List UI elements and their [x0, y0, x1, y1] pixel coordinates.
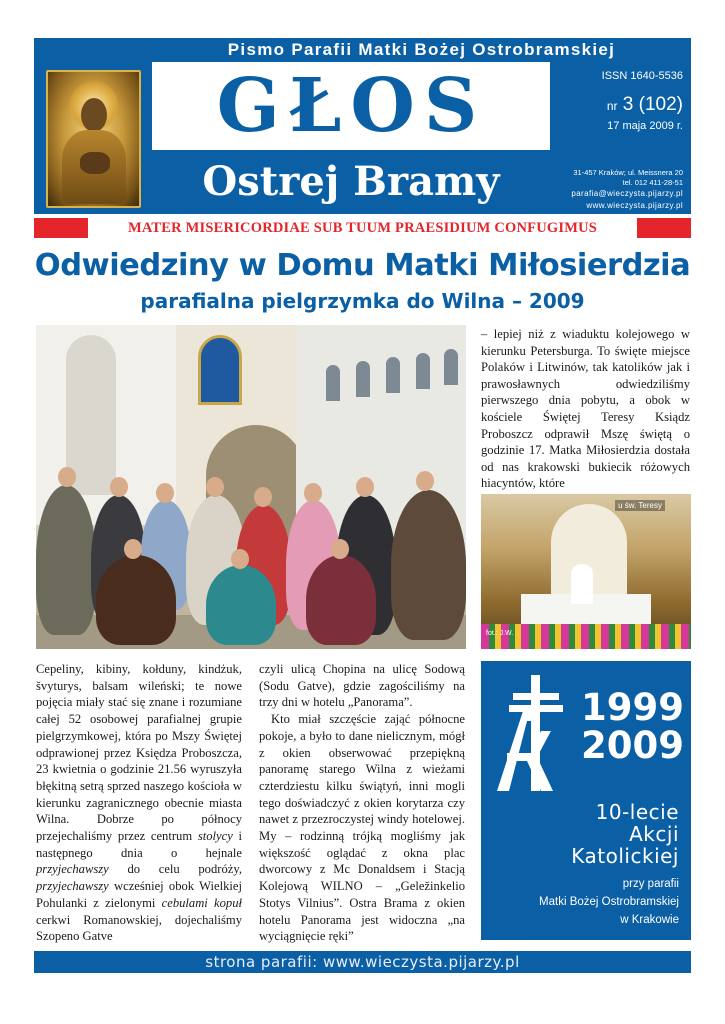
text-run-italic: przyjechawszy [36, 862, 109, 877]
photo-head [416, 471, 434, 491]
madonna-icon-frame [34, 38, 152, 214]
issue-date: 17 maja 2009 r. [607, 120, 683, 132]
group-photo [36, 325, 466, 649]
photo-pilgrim-group [36, 455, 466, 649]
title-block [152, 62, 550, 214]
text-run: do celu podróży, [108, 862, 242, 877]
photo-head [124, 539, 142, 559]
address-block [573, 168, 683, 188]
church-photo [481, 494, 691, 649]
photo-window [356, 361, 370, 397]
photo-head [331, 539, 349, 559]
phone: tel. 012 411-28-51 [622, 178, 683, 187]
photo-head [254, 487, 272, 507]
article-paragraph: – lepiej niż z wiaduktu kolejowego w kierunku Petersburga. To święte miejsce Polaków i Litwinów, tak katolików jak i prawosławnych odwiedziliśmy pierwszego dnia pobytu, a obok w kościele Świętej Teresy Ksiądz Proboszcz odprawił Mszę świętą o godzinie 17. Matka Miłosierdzia dostała od nas krakowski bukiecik różowych hiacyntów, które [481, 327, 690, 491]
photo-head [156, 483, 174, 503]
article-right-column [481, 326, 690, 492]
text-run: cerkwi Romanowskiej, dojechaliśmy Szopeno Gatve [36, 912, 242, 944]
photo-person [206, 565, 276, 645]
photo-head [304, 483, 322, 503]
ak-place-line: Matki Bożej Ostrobramskiej [539, 896, 679, 908]
ak-title-line: Katolickiej [571, 844, 679, 868]
photo-head [231, 549, 249, 569]
akcja-katolicka-logo-icon [497, 675, 575, 791]
photo-window [416, 353, 430, 389]
photo-head [356, 477, 374, 497]
photo-person [36, 485, 96, 635]
ak-place-line: w Krakowie [620, 914, 679, 926]
footer-website-link[interactable]: strona parafii: www.wieczysta.pijarzy.pl [34, 951, 691, 973]
article-subheadline: parafialna pielgrzymka do Wilna – 2009 [140, 289, 585, 313]
church-photo-credit: fot.: J.W. [486, 630, 514, 637]
email-link[interactable]: parafia@wieczysta.pijarzy.pl [571, 189, 683, 198]
ak-years [581, 686, 684, 767]
madonna-face [81, 98, 107, 132]
article-column-1 [36, 661, 242, 945]
photo-head [206, 477, 224, 497]
akcja-katolicka-ad [481, 661, 691, 940]
issue-number-value: 3 (102) [622, 94, 683, 115]
text-run-italic: przyjechawszy [36, 879, 109, 894]
address: 31-457 Kraków; ul. Meissnera 20 [573, 168, 683, 177]
madonna-hands [80, 152, 110, 174]
article-paragraph [36, 661, 242, 945]
ak-title [489, 801, 679, 867]
ak-place [489, 875, 679, 929]
article-column-2 [259, 661, 465, 945]
photo-person [306, 555, 376, 645]
photo-chapel-window [198, 335, 242, 405]
ak-year-start: 1999 [581, 686, 684, 729]
publication-banner: Pismo Parafii Matki Bożej Ostrobramskiej [152, 38, 691, 62]
website-link[interactable]: www.wieczysta.pijarzy.pl [586, 201, 683, 210]
issue-number [607, 94, 683, 116]
issn: ISSN 1640-5536 [601, 70, 683, 82]
text-run: Cepeliny, kibiny, kołduny, kindżuk, švyturys, balsam wileński; te nowe pojęcia miały stać się znane i rozumiane całej 52 osobowej parafialnej grupie pielgrzymkowej, która po Mszy Świętej odprawionej przez Księdza Proboszcza, 23 kwietnia o godzinie 21.56 wyruszyła błękitną setrą sprzed naszego kościoła w kierunku zagranicznego obecnie miasta Wilna. Dobrze po północy przejechaliśmy przez centrum [36, 662, 242, 844]
ak-title-line: Akcji [629, 822, 679, 846]
ak-year-end: 2009 [581, 724, 684, 767]
ak-place-line: przy parafii [622, 878, 679, 890]
article-headline: Odwiedziny w Domu Matki Miłosierdzia [34, 248, 691, 283]
photo-person [96, 555, 176, 645]
issue-prefix: nr [606, 99, 618, 113]
title-word-glos: GŁOS [216, 63, 487, 149]
madonna-icon [46, 70, 141, 208]
motto-bar [34, 218, 691, 238]
text-run-italic: stolycy [197, 829, 233, 844]
article-paragraph: Kto miał szczęście zająć północne pokoje, a było to dane nielicznym, mógł z okien obserwować przepiękną panoramę starego Wilna z wieżami czterdziestu kilku świątyń, inni mogli tego doświadczyć z okien korytarza czy nawet z przezroczystej windy hotelowej. My – rodzinną trójką mogliśmy jak większość oglądać z okna plac dworcowy z Mc Donaldsem i Stacją Kolejową WILNO – „Geležinkelio Stotys Vilnius”. Ostra Brama z okien hotelu Panorama jest widoczna „na wyciągnięcie ręki” [259, 712, 465, 944]
photo-window [444, 349, 458, 385]
text-run-italic: cebulami kopuł [161, 895, 242, 910]
photo-head [110, 477, 128, 497]
photo-head [58, 467, 76, 487]
photo-window [326, 365, 340, 401]
title-word-ostrej-bramy: Ostrej Bramy [202, 158, 500, 205]
issue-info [550, 62, 691, 214]
article-paragraph: czyli ulicą Chopina na ulicę Sodową (Sodu Gatve), gdzie zagościliśmy na trzy dni w hotelu „Panorama”. [259, 662, 465, 710]
photo-person [391, 490, 466, 640]
church-priest [571, 564, 593, 604]
masthead [34, 38, 691, 214]
motto-text: MATER MISERICORDIAE SUB TUUM PRAESIDIUM CONFUGIMUS [88, 218, 637, 238]
title-band [152, 150, 550, 214]
ak-title-line: 10-lecie [595, 800, 679, 824]
text-run: i następnego dnia o hejnale [36, 829, 242, 860]
church-photo-caption: u św. Teresy [615, 500, 665, 511]
photo-window [386, 357, 400, 393]
text-run: wcześniej obok Wielkiej Pohulanki z zielonymi [36, 879, 242, 910]
